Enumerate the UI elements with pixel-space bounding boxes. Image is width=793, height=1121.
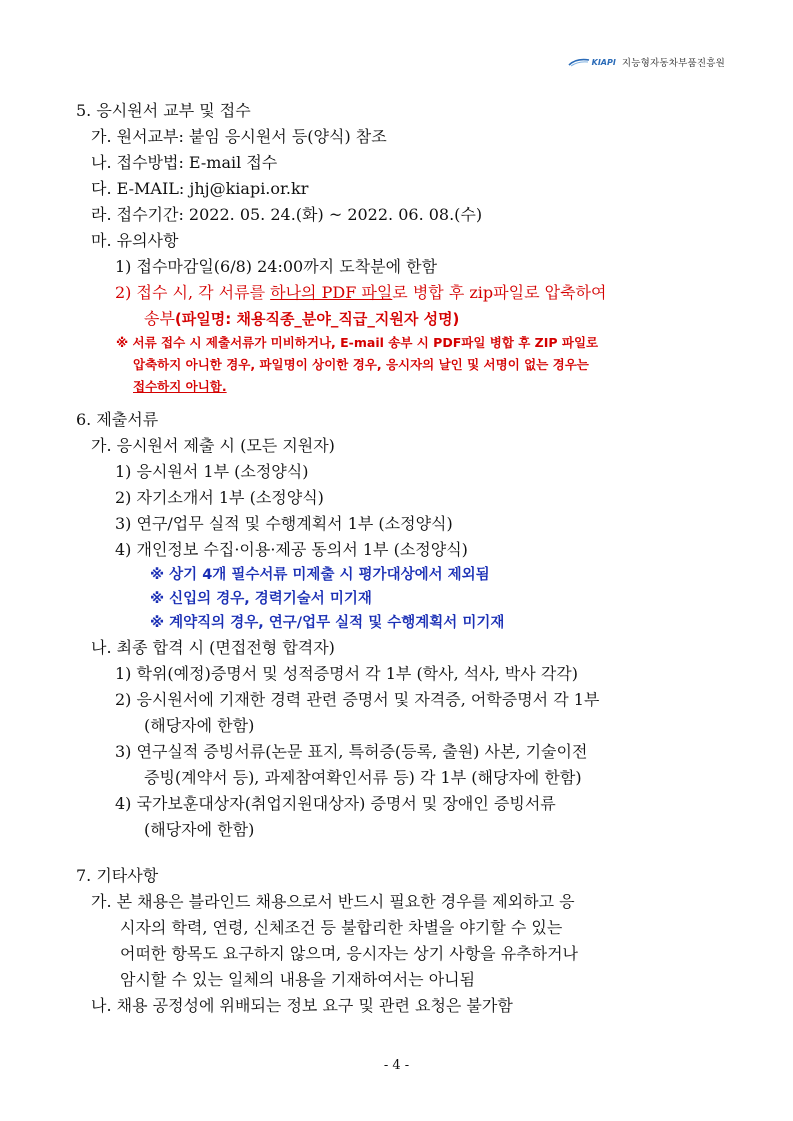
sec5-e2-post: 로 병합 후 zip파일로 압축하여 (392, 283, 607, 302)
sec6-note1: ※ 상기 4개 필수서류 미제출 시 평가대상에서 제외됨 (150, 567, 490, 583)
section-7-title: 7. 기타사항 (76, 866, 159, 885)
sec7-item-b: 나. 채용 공정성에 위배되는 정보 요구 및 관련 요청은 불가함 (91, 996, 513, 1015)
sec5-note-line2: 압축하지 아니한 경우, 파일명이 상이한 경우, 응시자의 날인 및 서명이 없는 경우는 (133, 357, 589, 372)
file-name-rule: (파일명: 채용직종_분야_직급_지원자 성명) (174, 310, 460, 328)
sec5-item-a: 가. 원서교부: 붙임 응시원서 등(양식) 참조 (91, 127, 387, 146)
kiapi-logo (568, 57, 616, 67)
sec5-e2-pre: 2) 접수 시, 각 서류를 (115, 283, 271, 302)
sec5-item-e: 마. 유의사항 (91, 231, 179, 250)
sec6-a3: 3) 연구/업무 실적 및 수행계획서 1부 (소정양식) (115, 514, 453, 533)
sec6-b2-line2: (해당자에 한함) (144, 716, 255, 735)
sec6-note2: ※ 신입의 경우, 경력기술서 미기재 (150, 591, 372, 607)
sec7-a-line4: 암시할 수 있는 일체의 내용을 기재하여서는 아니됨 (120, 970, 476, 989)
sec5-item-b: 나. 접수방법: E-mail 접수 (91, 153, 278, 172)
sec5-e1: 1) 접수마감일(6/8) 24:00까지 도착분에 한함 (115, 257, 438, 276)
sec5-e2-line2-pre: 송부 (144, 309, 175, 328)
sec6-b4-line2: (해당자에 한함) (144, 820, 255, 839)
sec6-b1: 1) 학위(예정)증명서 및 성적증명서 각 1부 (학사, 석사, 박사 각각) (115, 664, 579, 683)
sec6-b3: 3) 연구실적 증빙서류(논문 표지, 특허증(등록, 출원) 사본, 기술이전 (115, 742, 588, 761)
sec5-item-d: 라. 접수기간: 2022. 05. 24.(화) ~ 2022. 06. 08.(수) (91, 205, 483, 224)
sec6-a2: 2) 자기소개서 1부 (소정양식) (115, 488, 324, 507)
sec6-b3-line2: 증빙(계약서 등), 과제참여확인서류 등) 각 1부 (해당자에 한함) (144, 768, 582, 787)
swoosh-icon (568, 57, 590, 67)
sec5-e2-line2 (144, 308, 459, 330)
section-5-title: 5. 응시원서 교부 및 접수 (76, 101, 251, 120)
page-header (568, 55, 725, 69)
page-number: - 4 - (383, 1058, 410, 1073)
sec7-a-line2: 시자의 학력, 연령, 신체조건 등 불합리한 차별을 야기할 수 있는 (120, 918, 563, 937)
sec7-a-line3: 어떠한 항목도 요구하지 않으며, 응시자는 상기 사항을 유추하거나 (120, 944, 579, 963)
sec6-item-b: 나. 최종 합격 시 (면접전형 합격자) (91, 638, 335, 657)
sec5-e2 (115, 282, 606, 304)
sec6-b4: 4) 국가보훈대상자(취업지원대상자) 증명서 및 장애인 증빙서류 (115, 794, 556, 813)
sec6-note3: ※ 계약직의 경우, 연구/업무 실적 및 수행계획서 미기재 (150, 615, 505, 631)
sec5-note-line3: 접수하지 아니함. (133, 379, 227, 394)
sec5-e2-underlined: 하나의 PDF 파일 (270, 283, 393, 302)
sec6-item-a: 가. 응시원서 제출 시 (모든 지원자) (91, 436, 335, 455)
logo-text: KIAPI (591, 57, 616, 67)
sec5-item-c: 다. E-MAIL: jhj@kiapi.or.kr (91, 179, 309, 198)
sec6-b2: 2) 응시원서에 기재한 경력 관련 증명서 및 자격증, 어학증명서 각 1부 (115, 690, 600, 709)
sec5-note-line1: ※ 서류 접수 시 제출서류가 미비하거나, E-mail 송부 시 PDF파일 병합 후 ZIP 파일로 (116, 335, 599, 350)
org-name: 지능형자동차부품진흥원 (621, 58, 725, 69)
section-6-title: 6. 제출서류 (76, 410, 159, 429)
sec6-a1: 1) 응시원서 1부 (소정양식) (115, 462, 309, 481)
sec6-a4: 4) 개인정보 수집·이용·제공 동의서 1부 (소정양식) (115, 540, 468, 559)
sec7-a-line1: 가. 본 채용은 블라인드 채용으로서 반드시 필요한 경우를 제외하고 응 (91, 892, 575, 911)
